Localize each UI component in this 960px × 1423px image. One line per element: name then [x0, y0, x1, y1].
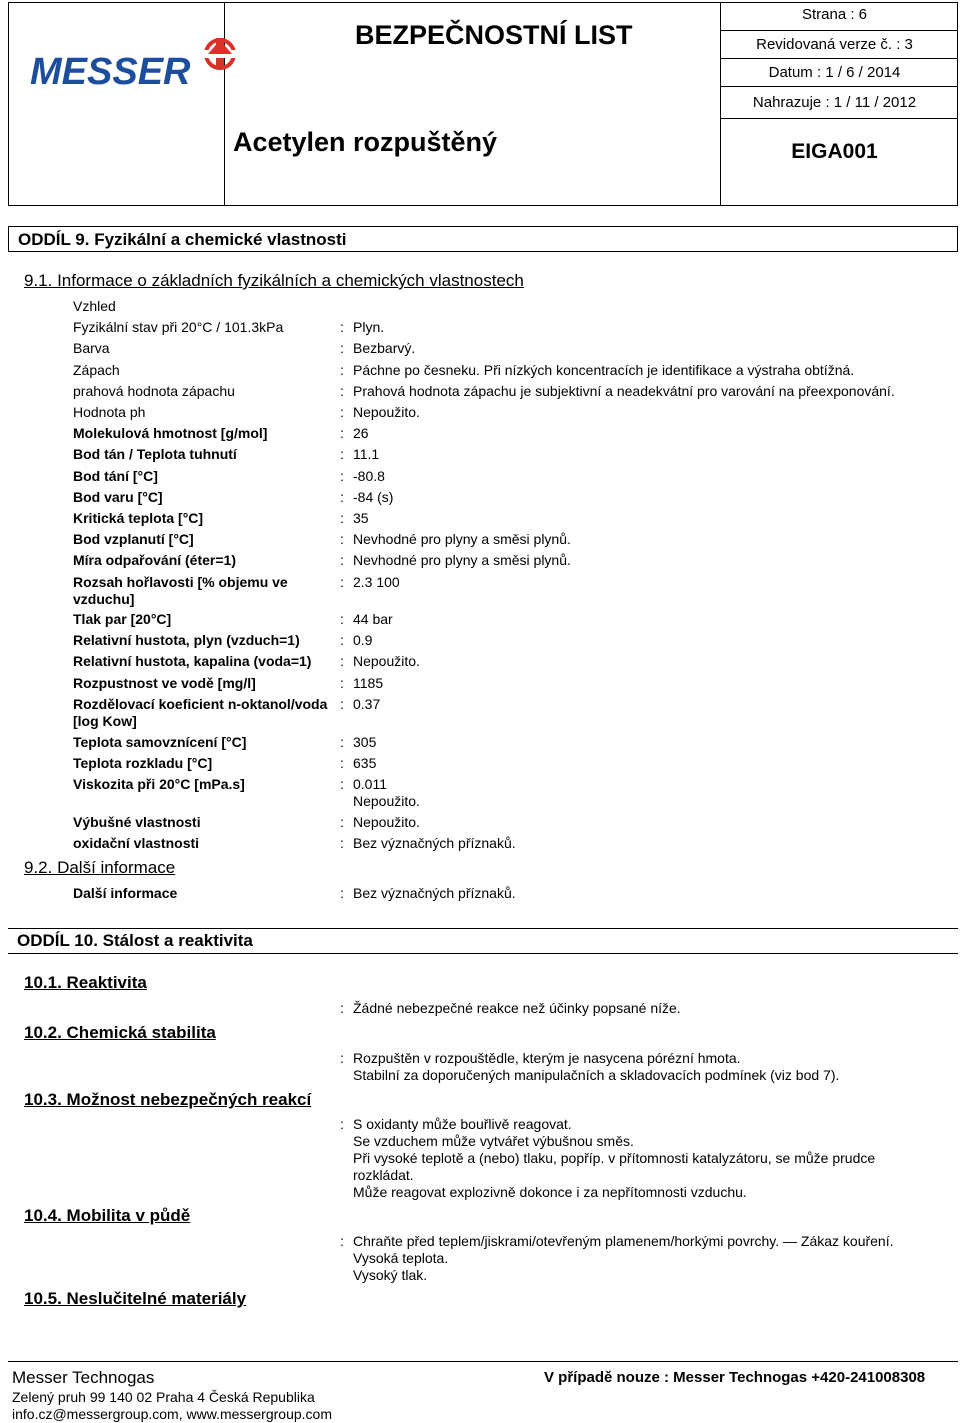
property-value: 2.3 100 — [353, 574, 400, 590]
property-label: Zápach — [73, 362, 120, 378]
property-label: Tlak par [20°C] — [73, 611, 172, 627]
property-value: Bez význačných příznaků. — [353, 835, 516, 851]
property-value: Plyn. — [353, 319, 385, 335]
property-value: Prahová hodnota zápachu je subjektivní a neadekvátní pro varování na přeexponování. — [353, 383, 895, 399]
subsection-10-5: 10.5. Neslučitelné materiály — [24, 1289, 247, 1308]
document-title: BEZPEČNOSTNÍ LIST — [355, 20, 633, 50]
product-name: Acetylen rozpuštěný — [233, 127, 498, 157]
property-value: 635 — [353, 755, 377, 771]
property-label: Teplota rozkladu [°C] — [73, 755, 213, 771]
property-label: Výbušné vlastnosti — [73, 814, 201, 830]
section-10-title: ODDÍL 10. Stálost a reaktivita — [17, 931, 253, 950]
property-label: Teplota samovznícení [°C] — [73, 734, 247, 750]
property-value: Nepoužito. — [353, 653, 420, 669]
property-label: Rozdělovací koeficient n-oktanol/voda [log Kow] — [73, 696, 328, 729]
property-label: Bod vzplanutí [°C] — [73, 531, 194, 547]
messer-logo — [28, 36, 240, 92]
subsection-9-2: 9.2. Další informace — [24, 858, 176, 877]
property-value-secondary: Nepoužito. — [353, 793, 420, 809]
property-label: prahová hodnota zápachu — [73, 383, 235, 399]
svg-text:MESSER: MESSER — [30, 51, 191, 92]
other-info-label: Další informace — [73, 885, 178, 901]
property-value: Bezbarvý. — [353, 340, 416, 356]
subsection-10-2: 10.2. Chemická stabilita — [24, 1023, 216, 1042]
document-code: EIGA001 — [791, 140, 878, 163]
property-label: Relativní hustota, kapalina (voda=1) — [73, 653, 312, 669]
footer-address: Zelený pruh 99 140 02 Praha 4 Česká Republika — [12, 1389, 315, 1405]
revision-label: Revidovaná verze č. : 3 — [756, 36, 913, 53]
property-value: 26 — [353, 425, 369, 441]
property-label: Bod tán / Teplota tuhnutí — [73, 446, 237, 462]
property-value: 305 — [353, 734, 377, 750]
footer-divider — [8, 1361, 958, 1362]
property-value: Nevhodné pro plyny a směsi plynů. — [353, 552, 571, 568]
property-value: 0.9 — [353, 632, 373, 648]
property-label: Molekulová hmotnost [g/mol] — [73, 425, 268, 441]
subsection-9-1: 9.1. Informace o základních fyzikálních a chemických vlastnostech — [24, 271, 524, 290]
property-label: Bod varu [°C] — [73, 489, 163, 505]
property-value: 0.37 — [353, 696, 381, 712]
property-label: Viskozita při 20°C [mPa.s] — [73, 776, 245, 792]
footer-emergency: V případě nouze : Messer Technogas +420-241008308 — [544, 1369, 926, 1386]
property-label: Hodnota ph — [73, 404, 146, 420]
section-10-bar — [8, 928, 958, 954]
property-value: -84 (s) — [353, 489, 394, 505]
property-value: 44 bar — [353, 611, 393, 627]
property-label: Barva — [73, 340, 110, 356]
conditions-to-avoid-text: Chraňte před teplem/jiskrami/otevřeným plamenem/horkými povrchy. — Zákaz kouření. Vysoká teplota. Vysoký tlak. — [353, 1233, 894, 1283]
property-value: 1185 — [353, 675, 384, 691]
page-number: Strana : 6 — [801, 6, 868, 23]
other-info-value: Bez význačných příznaků. — [353, 885, 516, 901]
date-label: Datum : 1 / 6 / 2014 — [768, 64, 901, 81]
footer-company: Messer Technogas — [12, 1368, 155, 1387]
subsection-10-4: 10.4. Mobilita v půdě — [24, 1206, 191, 1225]
property-label: Fyzikální stav při 20°C / 101.3kPa — [73, 319, 284, 335]
property-value: -80.8 — [353, 468, 385, 484]
property-label: oxidační vlastnosti — [73, 835, 200, 851]
subsection-10-1: 10.1. Reaktivita — [24, 973, 147, 992]
property-label: Bod tání [°C] — [73, 468, 158, 484]
property-value: 0.011 — [353, 776, 387, 792]
property-value: Nepoužito. — [353, 814, 420, 830]
stability-text: Rozpuštěn v rozpouštědle, kterým je nasycena pórézní hmota. Stabilní za doporučených manipulačních a skladovacích podmínek (viz bod 7). — [353, 1050, 840, 1083]
property-value: Nevhodné pro plyny a směsi plynů. — [353, 531, 571, 547]
property-label: Rozpustnost ve vodě [mg/l] — [73, 675, 256, 691]
property-label: Relativní hustota, plyn (vzduch=1) — [73, 632, 300, 648]
property-label: Kritická teplota [°C] — [73, 510, 204, 526]
section-9-bar — [8, 226, 958, 252]
reactivity-text: Žádné nebezpečné reakce než účinky popsané níže. — [353, 1000, 681, 1016]
subsection-10-3: 10.3. Možnost nebezpečných reakcí — [24, 1090, 312, 1109]
property-label: Míra odpařování (éter=1) — [73, 552, 236, 568]
property-value: Nepoužito. — [353, 404, 420, 420]
property-label: Rozsah hořlavosti [% objemu ve vzduchu] — [73, 574, 288, 607]
property-value: 11.1 — [353, 446, 380, 462]
messer-logo-mark-icon — [28, 36, 240, 92]
footer-web: info.cz@messergroup.com, www.messergroup.com — [12, 1406, 332, 1422]
replaces-label: Nahrazuje : 1 / 11 / 2012 — [752, 94, 917, 111]
section-9-title: ODDÍL 9. Fyzikální a chemické vlastnosti — [18, 230, 347, 249]
property-value: Páchne po česneku. Při nízkých koncentracích je identifikace a výstraha obtížná. — [353, 362, 855, 378]
hazardous-reactions-text: S oxidanty může bouřlivě reagovat. Se vzduchem může vytvářet výbušnou směs. Při vysoké teplotě a (nebo) tlaku, popříp. v přítomnosti katalyzátoru, se může prudce rozkládat. Může reagovat explozivně dokonce i za nepřítomnosti vzduchu. — [353, 1116, 876, 1200]
property-value: 35 — [353, 510, 369, 526]
appearance-heading: Vzhled — [73, 298, 116, 314]
